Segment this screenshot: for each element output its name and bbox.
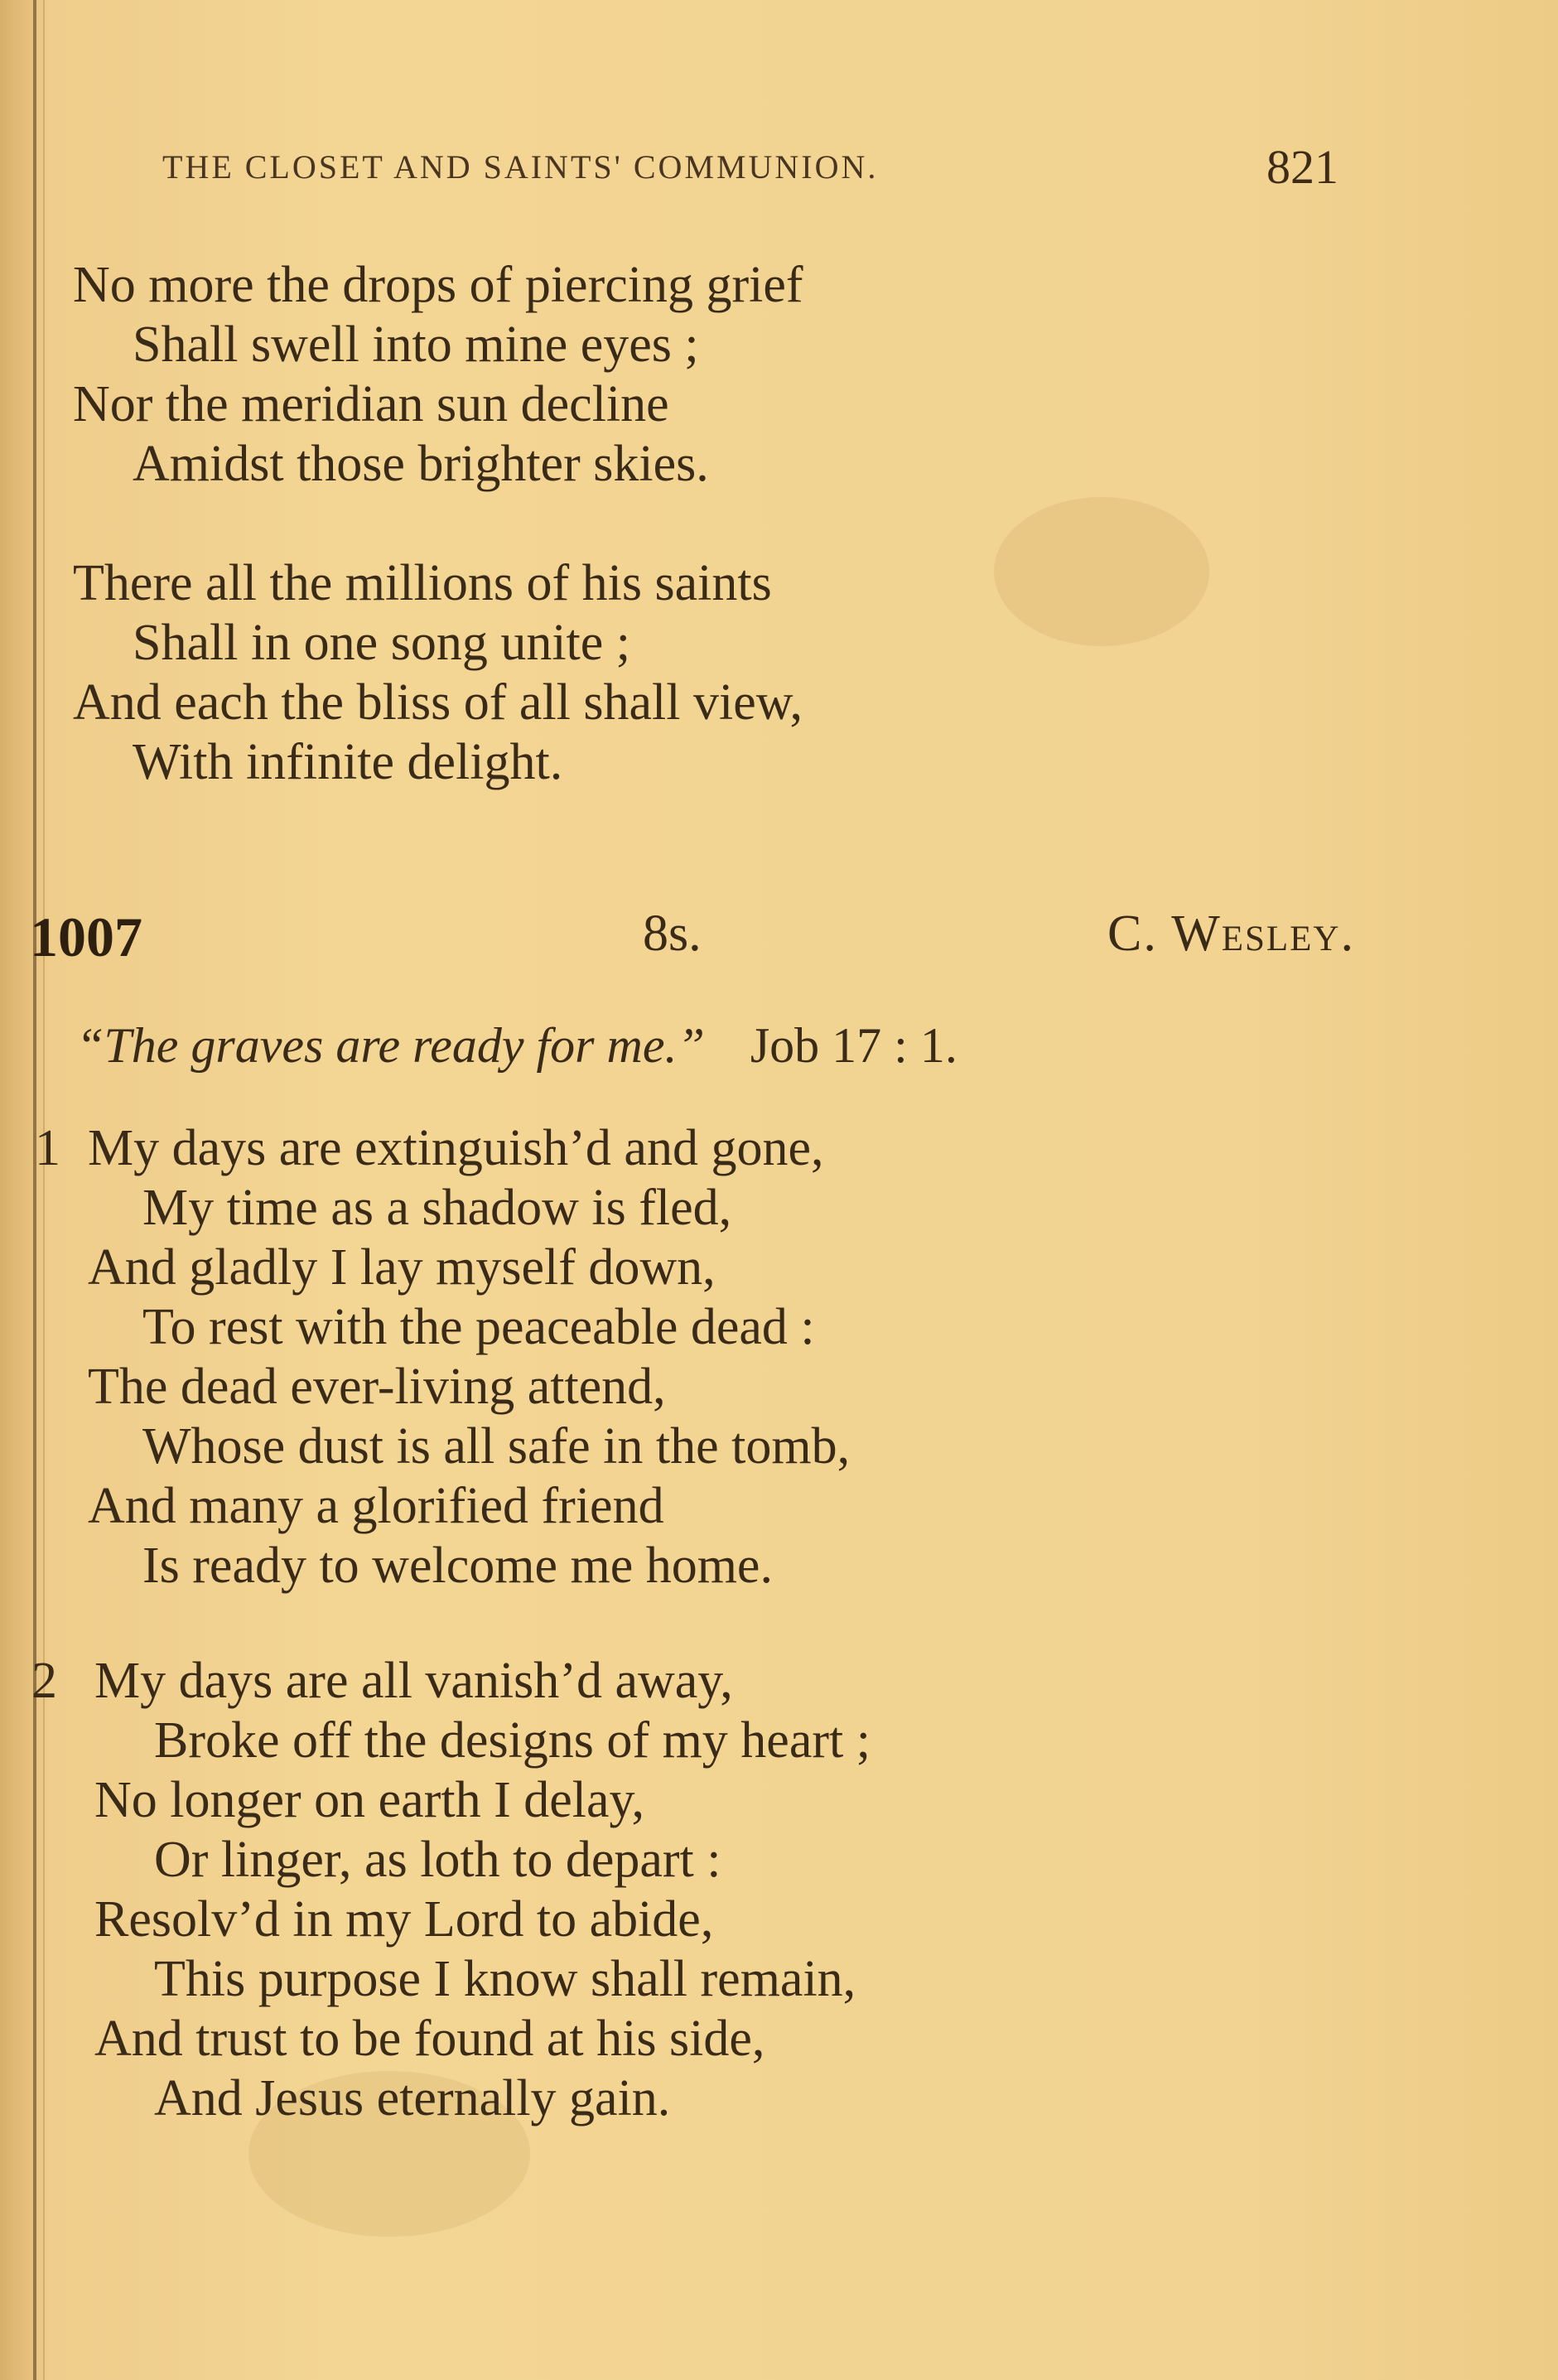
page-header: [162, 139, 1339, 205]
verse-line: The dead ever-living attend,: [88, 1359, 666, 1415]
stanza-continued-1: [0, 255, 1325, 494]
hymn-number: 1007: [30, 905, 142, 968]
verse-line: And each the bliss of all shall view,: [73, 674, 803, 731]
verse-line: Nor the meridian sun decline: [73, 376, 669, 432]
hymn-heading: [30, 905, 1355, 971]
hymn-epigraph: [76, 1017, 1319, 1080]
verse-number: 2: [31, 1653, 57, 1709]
running-head: THE CLOSET AND SAINTS' COMMUNION.: [162, 148, 879, 186]
stanza-continued-2: [0, 553, 1325, 792]
verse-1: [0, 1118, 1325, 1596]
verse-line: And many a glorified friend: [88, 1478, 664, 1534]
verse-line: Resolv’d in my Lord to abide,: [94, 1891, 714, 1948]
verse-line: [0, 1118, 1325, 1178]
verse-line: There all the millions of his saints: [73, 555, 772, 611]
verse-line: And gladly I lay myself down,: [88, 1239, 716, 1296]
verse-line: Amidst those brighter skies.: [133, 436, 709, 492]
verse-line: And trust to be found at his side,: [94, 2011, 765, 2067]
verse-line: With infinite delight.: [133, 734, 563, 790]
verse-line-text: My days are extinguish’d and gone,: [88, 1120, 824, 1176]
epigraph-quote: “The graves are ready for me.”: [76, 1018, 705, 1073]
hymn-meter: 8s.: [643, 905, 702, 962]
verse-line: My time as a shadow is fled,: [142, 1180, 732, 1236]
verse-line: No more the drops of piercing grief: [73, 257, 803, 313]
verse-line: Shall in one song unite ;: [133, 615, 631, 671]
verse-line: Or linger, as loth to depart :: [154, 1832, 721, 1888]
verse-line: And Jesus eternally gain.: [154, 2070, 671, 2127]
verse-2: [0, 1651, 1325, 2128]
epigraph-reference: Job 17 : 1.: [750, 1018, 957, 1073]
verse-number: 1: [35, 1120, 60, 1176]
page-number: 821: [1266, 140, 1339, 194]
verse-line: Broke off the designs of my heart ;: [154, 1712, 871, 1769]
verse-line: No longer on earth I delay,: [94, 1772, 644, 1828]
verse-line: Shall swell into mine eyes ;: [133, 316, 699, 373]
verse-line: [0, 1651, 1325, 1711]
verse-line: To rest with the peaceable dead :: [142, 1299, 815, 1355]
verse-line: Is ready to welcome me home.: [142, 1538, 773, 1594]
verse-line: This purpose I know shall remain,: [154, 1951, 856, 2007]
verse-line-text: My days are all vanish’d away,: [94, 1653, 733, 1709]
verse-line: Whose dust is all safe in the tomb,: [142, 1418, 851, 1475]
hymn-author: C. Wesley.: [1107, 905, 1355, 962]
